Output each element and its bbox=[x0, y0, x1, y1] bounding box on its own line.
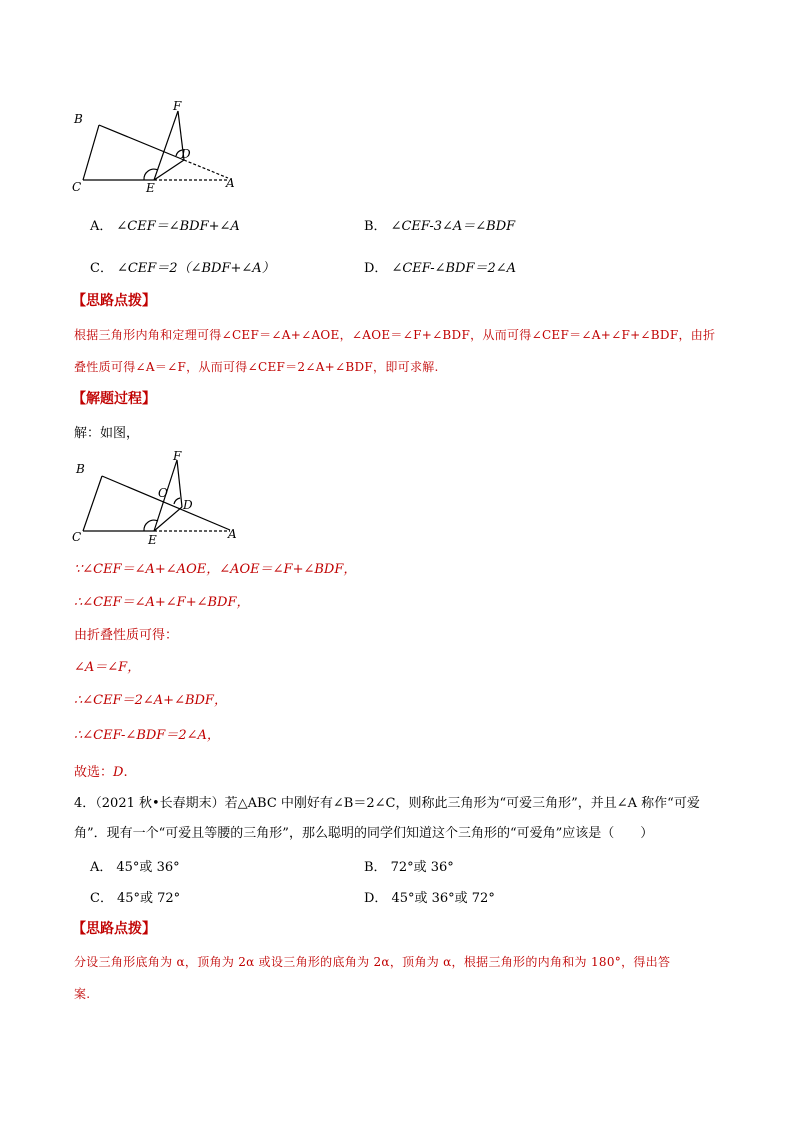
angle-arc-d bbox=[174, 498, 180, 504]
q3-hint-line-2: 叠性质可得∠A＝∠F，从而可得∠CEF＝2∠A+∠BDF，即可求解. bbox=[74, 360, 439, 374]
q3-hint-heading: 【思路点拨】 bbox=[72, 293, 156, 309]
q3-step-4: ∠A＝∠F， bbox=[74, 660, 141, 675]
label-c: C bbox=[72, 180, 82, 194]
q4-option-b[interactable] bbox=[364, 856, 454, 875]
q3-option-b[interactable] bbox=[364, 215, 515, 234]
option-text: ∠CEF-3∠A＝∠BDF bbox=[390, 219, 516, 234]
option-key: B． bbox=[364, 860, 387, 875]
q4-option-d[interactable] bbox=[364, 887, 495, 906]
q3-option-d[interactable] bbox=[364, 257, 516, 276]
q4-hint-line-2: 案. bbox=[74, 987, 91, 1001]
q3-step-5: ∴∠CEF＝2∠A+∠BDF， bbox=[74, 693, 227, 708]
option-text: 45°或 72° bbox=[116, 891, 181, 906]
label-f: F bbox=[173, 99, 182, 113]
q4-option-c[interactable] bbox=[90, 887, 180, 906]
q3-step-1: ∵∠CEF＝∠A+∠AOE，∠AOE＝∠F+∠BDF， bbox=[74, 562, 357, 577]
option-key: A． bbox=[90, 860, 113, 875]
segment-ba bbox=[102, 476, 230, 530]
option-text: ∠CEF-∠BDF＝2∠A bbox=[391, 261, 517, 276]
segment-bc bbox=[83, 476, 102, 531]
answer-suffix: . bbox=[123, 765, 128, 780]
geometry-figure-2 bbox=[66, 446, 256, 550]
label-a: A bbox=[228, 527, 237, 541]
label-d: D bbox=[183, 498, 193, 512]
q3-answer bbox=[74, 761, 128, 780]
label-o: O bbox=[158, 486, 168, 500]
option-text: 72°或 36° bbox=[390, 860, 454, 875]
label-b: B bbox=[76, 462, 85, 476]
label-c: C bbox=[72, 530, 82, 544]
q4-question-line-2: 角”．现有一个“可爱且等腰的三角形”，那么聪明的同学们知道这个三角形的“可爱角”应该是（ ） bbox=[74, 826, 654, 841]
label-e: E bbox=[148, 533, 157, 547]
q4-hint-line-1: 分设三角形底角为 α，顶角为 2α 或设三角形的底角为 2α，顶角为 α，根据三角形的内角和为 180°，得出答 bbox=[74, 955, 671, 969]
q3-step-3: 由折叠性质可得： bbox=[74, 628, 179, 643]
option-text: ∠CEF＝∠BDF+∠A bbox=[116, 219, 240, 234]
label-d: D bbox=[181, 147, 191, 161]
label-f: F bbox=[173, 449, 182, 463]
option-text: 45°或 36°或 72° bbox=[391, 891, 495, 906]
q4-question-line-1: 4．（2021 秋•长春期末）若△ABC 中刚好有∠B＝2∠C，则称此三角形为“可爱三角形”，并且∠A 称作“可爱 bbox=[74, 796, 700, 811]
option-key: C． bbox=[90, 891, 113, 906]
segment-bc bbox=[83, 125, 99, 180]
option-key: A． bbox=[90, 219, 113, 234]
option-key: C． bbox=[90, 261, 113, 276]
answer-value: D bbox=[113, 765, 124, 780]
option-key: B． bbox=[364, 219, 387, 234]
q3-step-2: ∴∠CEF＝∠A+∠F+∠BDF， bbox=[74, 595, 250, 610]
q4-hint-heading: 【思路点拨】 bbox=[72, 921, 156, 937]
q3-hint-line-1: 根据三角形内角和定理可得∠CEF＝∠A+∠AOE，∠AOE＝∠F+∠BDF，从而可得∠CEF＝∠A+∠F+∠BDF，由折 bbox=[74, 328, 716, 342]
q3-solution-heading: 【解题过程】 bbox=[72, 391, 156, 407]
label-a: A bbox=[226, 176, 235, 190]
q3-option-a[interactable] bbox=[90, 215, 240, 234]
option-key: D． bbox=[364, 891, 388, 906]
segment-ed bbox=[154, 160, 184, 180]
q3-step-6: ∴∠CEF-∠BDF＝2∠A， bbox=[74, 728, 220, 743]
q3-option-c[interactable] bbox=[90, 257, 275, 276]
q3-solution-intro: 解：如图， bbox=[74, 426, 140, 441]
option-text: 45°或 36° bbox=[116, 860, 180, 875]
segment-da-dashed bbox=[184, 160, 228, 178]
option-text: ∠CEF＝2（∠BDF+∠A） bbox=[116, 261, 275, 276]
label-e: E bbox=[146, 181, 155, 195]
q4-option-a[interactable] bbox=[90, 856, 180, 875]
geometry-figure-1 bbox=[66, 96, 256, 196]
segment-fd bbox=[177, 460, 182, 507]
label-b: B bbox=[74, 112, 83, 126]
answer-prefix: 故选： bbox=[74, 765, 114, 780]
option-key: D． bbox=[364, 261, 388, 276]
